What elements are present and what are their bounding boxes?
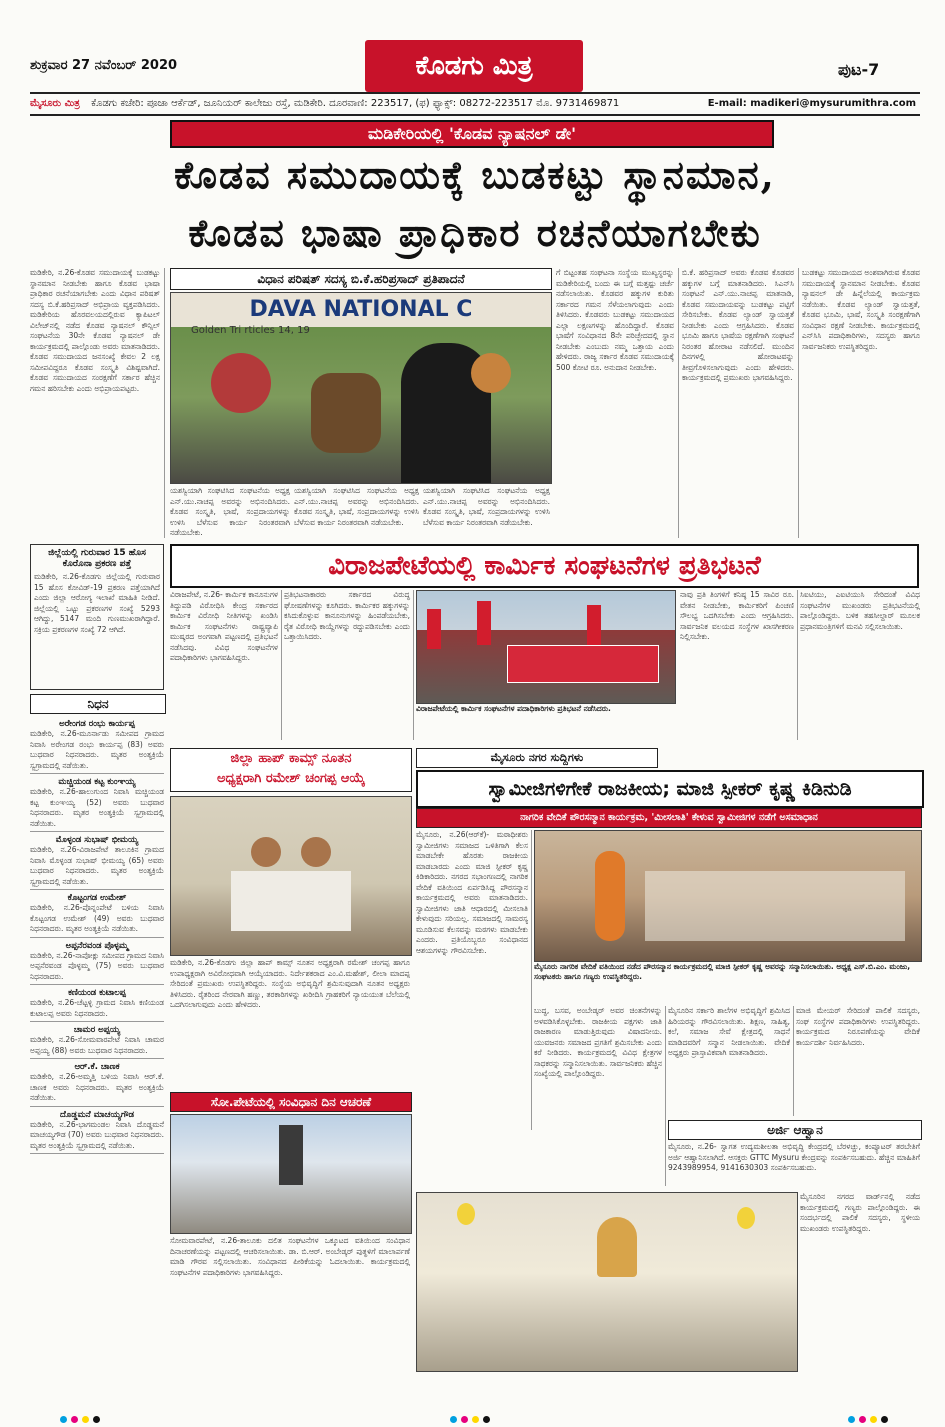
obituary-name: ಅಪ್ಪನೆರವಂಡ ಪೊಳ್ಳಮ್ಮ: [65, 940, 129, 951]
lead-column-2a: ಯಶಸ್ವಿಯಾಗಿ ಸಂಘಟಿಸಿದ ಸಂಘಟನೆಯ ಅಧ್ಯಕ್ಷ ಎನ್.ಯು.ನಾಚಪ್ಪ ಅವರನ್ನು ಅಭಿನಂದಿಸಿದರು. ಕೊಡವ ಸಂಸ್ಕೃತಿ, ಭಾಷೆ, ಸಂಪ್ರದಾಯಗಳನ್ನು ಉಳಿಸಿ ಬೆಳೆಸುವ ಕಾರ್ಯ ನಿರಂತರವಾಗಿ ನಡೆಯಬೇಕು.: [170, 486, 290, 537]
cyan-dot: [848, 1416, 855, 1423]
appeal-text: ಮೈಸೂರು, ನ.26- ಸ್ವಾಗತ ಉದ್ಯಮಶೀಲತಾ ಅಭಿವೃದ್ಧಿ ಕೇಂದ್ರದಲ್ಲಿ ಬೆರಳಚ್ಚು, ಕಂಪ್ಯೂಟರ್ ತರಬೇತಿಗೆ ಅರ್ಜಿ ಆಹ್ವಾನಿಸಲಾಗಿದೆ. ಆಸಕ್ತರು GTTC Mysuru ಕೇಂದ್ರವನ್ನು ಸಂಪರ್ಕಿಸಬಹುದು. ಹೆಚ್ಚಿನ ಮಾಹಿತಿಗೆ 9243989954, 9141630303 ಸಂಪರ್ಕಿಸಬಹುದು.: [668, 1142, 920, 1172]
mysuru-bottom-caption: ಮೈಸೂರಿನ ನಗರದ ವಾರ್ಡ್‌ನಲ್ಲಿ ನಡೆದ ಕಾರ್ಯಕ್ರಮದಲ್ಲಿ ಗಣ್ಯರು ಪಾಲ್ಗೊಂಡಿದ್ದರು. ಈ ಸಂದರ್ಭದಲ್ಲಿ ಪಾಲಿಕೆ ಸದಸ್ಯರು, ಸ್ಥಳೀಯ ಮುಖಂಡರು ಉಪಸ್ಥಿತರಿದ್ದರು.: [800, 1192, 920, 1233]
swamiji-figure: [595, 851, 625, 941]
registration-dots-left: [58, 1408, 102, 1427]
covid-brief-title: ಜಿಲ್ಲೆಯಲ್ಲಿ ಗುರುವಾರ 15 ಹೊಸ ಕೊರೊನಾ ಪ್ರಕರಣ ಪತ್ತೆ: [48, 548, 146, 569]
obituary-item: [30, 835, 164, 890]
honoree-group: [645, 871, 905, 941]
lead-column-1: ಮಡಿಕೇರಿ, ನ.26-ಕೊಡವ ಸಮುದಾಯಕ್ಕೆ ಬುಡಕಟ್ಟು ಸ್ಥಾನಮಾನ ನೀಡಬೇಕು ಹಾಗೂ ಕೊಡವ ಭಾಷಾ ಪ್ರಾಧಿಕಾರ ರಚನೆಯಾಗಬೇಕು ಎಂದು ವಿಧಾನ ಪರಿಷತ್ ಸದಸ್ಯ ಬಿ.ಕೆ.ಹರಿಪ್ರಸಾದ್ ಅಭಿಪ್ರಾಯ ವ್ಯಕ್ತಪಡಿಸಿದರು. ಮಡಿಕೇರಿಯ ಹೊರವಲಯದಲ್ಲಿರುವ ಕ್ಯಾಪಿಟಲ್ ವಿಲೇಜ್‌ನಲ್ಲಿ ನಡೆದ ಕೊಡವ ನ್ಯಾಷನಲ್ ಕೌನ್ಸಿಲ್ ಸಂಘಟನೆಯ 30ನೇ ಕೊಡವ ನ್ಯಾಷನಲ್ ಡೇ ಕಾರ್ಯಕ್ರಮದಲ್ಲಿ ಪಾಲ್ಗೊಂಡು ಅವರು ಮಾತನಾಡಿದರು. ಕೊಡವ ಸಮುದಾಯದ ಜನಸಂಖ್ಯೆ ಕೇವಲ 2 ಲಕ್ಷ ಸಮೀಪವಿದ್ದರೂ ಕೊಡವ ಸಂಸ್ಕೃತಿ ವಿಶಿಷ್ಟವಾಗಿದೆ. ಕೊಡವ ಸಮುದಾಯದ ಸಂರಕ್ಷಣೆಗೆ ಸರ್ಕಾರ ಹೆಚ್ಚಿನ ಗಮನ ಹರಿಸಬೇಕು ಎಂದು ಅಭಿಪ್ರಾಯಪಟ್ಟರು.: [30, 268, 165, 538]
person: [251, 837, 281, 867]
obituary-item: [30, 893, 164, 938]
lead-subhead: ವಿಧಾನ ಪರಿಷತ್ ಸದಸ್ಯ ಬಿ.ಕೆ.ಹರಿಪ್ರಸಾದ್ ಪ್ರತಿಪಾದನೆ: [170, 268, 552, 290]
lead-column-3: ಗೆ ಬಿಟ್ಟಂತಹ ಸಂಘಟನಾ ಸಂಸ್ಥೆಯ ಮುಖ್ಯಸ್ಥರನ್ನು ಮಡಿಕೇರಿಯಲ್ಲಿ ಬಂದು ಈ ಬಗ್ಗೆ ಮತ್ತಷ್ಟು ಚರ್ಚೆ ನಡೆಸಲಾಯಿತು. ಕೊಡವರ ಹಕ್ಕುಗಳ ಕುರಿತು ಸರ್ಕಾರದ ಗಮನ ಸೆಳೆಯಲಾಗುವುದು ಎಂದು ತಿಳಿಸಿದರು. ಕೊಡವರು ಬುಡಕಟ್ಟು ಸಮುದಾಯದ ಎಲ್ಲಾ ಲಕ್ಷಣಗಳನ್ನು ಹೊಂದಿದ್ದಾರೆ. ಕೊಡವ ಭಾಷೆಗೆ ಸಂವಿಧಾನದ 8ನೇ ಪರಿಚ್ಛೇದದಲ್ಲಿ ಸ್ಥಾನ ನೀಡಬೇಕು ಎಂಬುದು ನಮ್ಮ ಒತ್ತಾಯ ಎಂದು ಹೇಳಿದರು. ರಾಜ್ಯ ಸರ್ಕಾರ ಕೊಡವ ಸಮುದಾಯಕ್ಕೆ 500 ಕೋಟಿ ರೂ. ಅನುದಾನ ನೀಡಬೇಕು.: [556, 268, 679, 538]
obituary-item: [30, 941, 164, 986]
yellow-dot: [82, 1416, 89, 1423]
issue-date: ಶುಕ್ರವಾರ 27 ನವೆಂಬರ್ 2020: [30, 58, 178, 73]
ambedkar-statue: [279, 1125, 303, 1185]
lead-column-2c: ಯಶಸ್ವಿಯಾಗಿ ಸಂಘಟಿಸಿದ ಸಂಘಟನೆಯ ಅಧ್ಯಕ್ಷ ಎನ್.ಯು.ನಾಚಪ್ಪ ಅವರನ್ನು ಅಭಿನಂದಿಸಿದರು. ಕೊಡವ ಸಂಸ್ಕೃತಿ, ಭಾಷೆ, ಸಂಪ್ರದಾಯಗಳನ್ನು ಉಳಿಸಿ ಬೆಳೆಸುವ ಕಾರ್ಯ ನಿರಂತರವಾಗಿ ನಡೆಯಬೇಕು.: [423, 486, 550, 527]
lead-column-2b: ಯಶಸ್ವಿಯಾಗಿ ಸಂಘಟಿಸಿದ ಸಂಘಟನೆಯ ಅಧ್ಯಕ್ಷ ಎನ್.ಯು.ನಾಚಪ್ಪ ಅವರನ್ನು ಅಭಿನಂದಿಸಿದರು. ಕೊಡವ ಸಂಸ್ಕೃತಿ, ಭಾಷೆ, ಸಂಪ್ರದಾಯಗಳನ್ನು ಉಳಿಸಿ ಬೆಳೆಸುವ ಕಾರ್ಯ ನಿರಂತರವಾಗಿ ನಡೆಯಬೇಕು.: [294, 486, 419, 527]
strike-column-4: ಸಿಐಟಿಯು, ಎಐಟಿಯುಸಿ ಸೇರಿದಂತೆ ವಿವಿಧ ಸಂಘಟನೆಗಳ ಮುಖಂಡರು ಪ್ರತಿಭಟನೆಯಲ್ಲಿ ಪಾಲ್ಗೊಂಡಿದ್ದರು. ಬಳಿಕ ತಹಸೀಲ್ದಾರ್ ಮೂಲಕ ಪ್ರಧಾನಮಂತ್ರಿಗಳಿಗೆ ಮನವಿ ಸಲ್ಲಿಸಲಾಯಿತು.: [800, 590, 920, 631]
constitution-headline: ಸೋ.ಪೇಟೆಯಲ್ಲಿ ಸಂವಿಧಾನ ದಿನ ಆಚರಣೆ: [170, 1092, 412, 1112]
obituary-item: [30, 777, 164, 832]
infobar-brand: ಮೈಸೂರು ಮಿತ್ರ: [30, 98, 80, 109]
obituary-name: ಚಾಮರ ಅಪ್ಪಯ್ಯ: [73, 1025, 121, 1035]
magenta-dot: [71, 1416, 78, 1423]
strike-photo-caption: ವಿರಾಜಪೇಟೆಯಲ್ಲಿ ಕಾರ್ಮಿಕ ಸಂಘಟನೆಗಳ ಪದಾಧಿಕಾರಿಗಳು ಪ್ರತಿಭಟನೆ ನಡೆಸಿದರು.: [416, 704, 611, 713]
registration-dots-center: [448, 1408, 492, 1427]
obituary-text: ಮಡಿಕೇರಿ, ನ.26-ಭಾಗಮಂಡಲ ನಿವಾಸಿ ದೊಡ್ಡಮನೆ ಮಾಚಯ್ಯಗೌಡ (70) ಅವರು ಬುಧವಾರ ನಿಧನರಾದರು. ಮೃತರ ಅಂತ್ಯಕ್ರಿಯೆ ಸ್ವಗ್ರಾಮದಲ್ಲಿ ನಡೆಯಿತು.: [30, 1119, 164, 1150]
obituary-text: ಮಡಿಕೇರಿ, ನ.26-ವಿರಾಜಪೇಟೆ ತಾಲೂಕಿನ ಗ್ರಾಮದ ನಿವಾಸಿ ಮೊಳ್ಳಂಡ ಸುಭಾಷ್ ಭೀಮಯ್ಯ (65) ಅವರು ಬುಧವಾರ ನಿಧನರಾದರು. ಮೃತರ ಅಂತ್ಯಕ್ರಿಯೆ ಸ್ವಗ್ರಾಮದಲ್ಲಿ ನಡೆಯಿತು.: [30, 845, 164, 886]
person: [301, 837, 331, 867]
masthead-logo: ಕೊಡಗು ಮಿತ್ರ: [365, 40, 583, 92]
obituary-text: ಮಡಿಕೇರಿ, ನ.26-ನಾಪೋಕ್ಲು ಸಮೀಪದ ಗ್ರಾಮದ ನಿವಾಸಿ ಅಪ್ಪನೆರವಂಡ ಪೊಳ್ಳಮ್ಮ (75) ಅವರು ಬುಧವಾರ ನಿಧನರಾದರು.: [30, 950, 164, 981]
mysuru-subhead: ನಾಗರಿಕ ವೇದಿಕೆ ಪೌರಸನ್ಮಾನ ಕಾರ್ಯಕ್ರಮ, 'ಮೀಸಲಾತಿ' ಕೇಳುವ ಸ್ವಾಮೀಜಿಗಳ ನಡೆಗೆ ಅಸಮಾಧಾನ: [416, 808, 922, 828]
mysuru-column-3: ಮೈಸೂರಿನ ಸರ್ಕಾರಿ ಶಾಲೆಗಳ ಅಭಿವೃದ್ಧಿಗೆ ಶ್ರಮಿಸಿದ ಹಿರಿಯರನ್ನು ಗೌರವಿಸಲಾಯಿತು. ಶಿಕ್ಷಣ, ಸಾಹಿತ್ಯ, ಕಲೆ, ಸಮಾಜ ಸೇವೆ ಕ್ಷೇತ್ರದಲ್ಲಿ ಸಾಧನೆ ಮಾಡಿದವರಿಗೆ ಸನ್ಮಾನ ನೀಡಲಾಯಿತು. ವೇದಿಕೆ ಅಧ್ಯಕ್ಷರು ಪ್ರಾಸ್ತಾವಿಕವಾಗಿ ಮಾತನಾಡಿದರು.: [668, 1006, 794, 1116]
yellow-dot: [472, 1416, 479, 1423]
red-flag: [587, 605, 601, 647]
magenta-dot: [859, 1416, 866, 1423]
mysuru-photo: [534, 830, 922, 962]
page-number: ಪುಟ-7: [838, 60, 880, 79]
photo-banner-text: DAVA NATIONAL C: [249, 297, 473, 322]
obituary-name: ಮೊಳ್ಳಂಡ ಸುಭಾಷ್ ಭೀಮಯ್ಯ: [55, 835, 139, 845]
hopcoms-headline-line1: ಜಿಲ್ಲಾ ಹಾಪ್ ಕಾಮ್ಸ್ ನೂತನ: [230, 751, 352, 766]
red-flag: [427, 609, 441, 649]
strike-column-2: ಪ್ರತಿಭಟನಾಕಾರರು ಸರ್ಕಾರದ ವಿರುದ್ಧ ಘೋಷಣೆಗಳನ್ನು ಕೂಗಿದರು. ಕಾರ್ಮಿಕರ ಹಕ್ಕುಗಳನ್ನು ಕಸಿದುಕೊಳ್ಳುವ ಕಾನೂನುಗಳನ್ನು ಹಿಂಪಡೆಯಬೇಕು, ರೈತ ವಿರೋಧಿ ಕಾಯ್ದೆಗಳನ್ನು ರದ್ದುಪಡಿಸಬೇಕು ಎಂದು ಒತ್ತಾಯಿಸಿದರು.: [284, 590, 414, 740]
mysuru-column-1: ಮೈಸೂರು, ನ.26(ಆರ್‌ಕೆ)- ಮಠಾಧೀಶರು ಸ್ವಾಮೀಜಿಗಳು ಸಮಾಜದ ಒಳಿತಿಗಾಗಿ ಕೆಲಸ ಮಾಡಬೇಕೇ ಹೊರತು ರಾಜಕೀಯ ಮಾಡಬಾರದು ಎಂದು ಮಾಜಿ ಸ್ಪೀಕರ್ ಕೃಷ್ಣ ಕಿಡಿಕಾರಿದರು. ನಗರದ ಸಭಾಂಗಣದಲ್ಲಿ ನಾಗರಿಕ ವೇದಿಕೆ ವತಿಯಿಂದ ಏರ್ಪಡಿಸಿದ್ದ ಪೌರಸನ್ಮಾನ ಕಾರ್ಯಕ್ರಮದಲ್ಲಿ ಅವರು ಮಾತನಾಡಿದರು. ಸ್ವಾಮೀಜಿಗಳು ಜಾತಿ ಆಧಾರದಲ್ಲಿ ಮೀಸಲಾತಿ ಕೇಳುವುದು ಸರಿಯಲ್ಲ. ಸಮಾಜದಲ್ಲಿ ಸಾಮರಸ್ಯ ಮೂಡಿಸುವ ಕೆಲಸವನ್ನು ಮಠಗಳು ಮಾಡಬೇಕು ಎಂದರು. ಪ್ರತಿಯೊಬ್ಬರೂ ಸಂವಿಧಾನದ ಆಶಯಗಳನ್ನು ಗೌರವಿಸಬೇಕು.: [416, 830, 532, 1130]
strike-headline: ವಿರಾಜಪೇಟೆಯಲ್ಲಿ ಕಾರ್ಮಿಕ ಸಂಘಟನೆಗಳ ಪ್ರತಿಭಟನೆ: [170, 544, 919, 588]
photo-banner-text-2: Golden Tri rticles 14, 19: [191, 325, 310, 336]
covid-brief: [30, 544, 164, 690]
mysuru-headline: ಸ್ವಾಮೀಜಿಗಳಿಗೇಕೆ ರಾಜಕೀಯ; ಮಾಜಿ ಸ್ಪೀಕರ್ ಕೃಷ್ಣ ಕಿಡಿನುಡಿ: [416, 770, 924, 808]
protest-banner: [507, 645, 659, 683]
obituary-name: ಕಣಿಯಂಡ ಕುಟಾಲಪ್ಪ: [68, 988, 126, 998]
black-dot: [93, 1416, 100, 1423]
lead-kicker: ಮಡಿಕೇರಿಯಲ್ಲಿ 'ಕೊಡವ ನ್ಯಾಷನಲ್ ಡೇ': [170, 120, 774, 148]
hopcoms-photo: [170, 796, 412, 956]
obituary-name: ದೊಡ್ಡಮನೆ ಮಾಚಯ್ಯಗೌಡ: [59, 1109, 135, 1120]
obituary-item: [30, 1025, 164, 1059]
lead-column-4: ಬಿ.ಕೆ. ಹರಿಪ್ರಸಾದ್ ಅವರು ಕೊಡವ ಕೊಡವರ ಹಕ್ಕುಗಳ ಬಗ್ಗೆ ಮಾತನಾಡಿದರು. ಸಿಎನ್‌ಸಿ ಸಂಘಟನೆ ಎನ್.ಯು.ನಾಚಪ್ಪ ಮಾತನಾಡಿ, ಕೊಡವ ಸಮುದಾಯವನ್ನು ಬುಡಕಟ್ಟು ಪಟ್ಟಿಗೆ ಸೇರಿಸಬೇಕು. ಕೊಡವ ಲ್ಯಾಂಡ್ ಸ್ವಾಯತ್ತತೆ ನೀಡಬೇಕು ಎಂದು ಆಗ್ರಹಿಸಿದರು. ಕೊಡವ ಭೂಮಿ ಹಾಗೂ ಭಾಷೆಯ ರಕ್ಷಣೆಗಾಗಿ ಸಂಘಟನೆ ನಿರಂತರ ಹೋರಾಟ ನಡೆಸಲಿದೆ. ಮುಂದಿನ ದಿನಗಳಲ್ಲಿ ಹೋರಾಟವನ್ನು ತೀವ್ರಗೊಳಿಸಲಾಗುವುದು ಎಂದು ಹೇಳಿದರು. ಕಾರ್ಯಕ್ರಮದಲ್ಲಿ ಪ್ರಮುಖರು ಭಾಗವಹಿಸಿದ್ದರು.: [682, 268, 799, 538]
trophy-memento: [311, 373, 381, 453]
lead-column-5: ಬುಡಕಟ್ಟು ಸಮುದಾಯದ ಅಂಶವಾಗಿರುವ ಕೊಡವ ಸಮುದಾಯಕ್ಕೆ ಸ್ಥಾನಮಾನ ನೀಡಬೇಕು. ಕೊಡವ ನ್ಯಾಷನಲ್ ಡೇ ಹಿನ್ನೆಲೆಯಲ್ಲಿ ಕಾರ್ಯಕ್ರಮ ನಡೆಯಿತು. ಕೊಡವ ಲ್ಯಾಂಡ್ ಸ್ವಾಯತ್ತತೆ, ಕೊಡವ ಭೂಮಿ, ಭಾಷೆ, ಸಂಸ್ಕೃತಿ ಸಂರಕ್ಷಣೆಗಾಗಿ ಸಂವಿಧಾನ ರಕ್ಷಣೆ ನೀಡಬೇಕು. ಕಾರ್ಯಕ್ರಮದಲ್ಲಿ ಎನ್‌ಸಿಸಿ ಪದಾಧಿಕಾರಿಗಳು, ಸದಸ್ಯರು ಹಾಗೂ ಸಾರ್ವಜನಿಕರು ಉಪಸ್ಥಿತರಿದ್ದರು.: [802, 268, 920, 351]
mysuru-photo-caption: ಮೈಸೂರು ನಾಗರಿಕ ವೇದಿಕೆ ವತಿಯಿಂದ ನಡೆದ ಪೌರಸನ್ಮಾನ ಕಾರ್ಯಕ್ರಮದಲ್ಲಿ ಮಾಜಿ ಸ್ಪೀಕರ್ ಕೃಷ್ಣ ಅವರನ್ನು ಸನ್ಮಾನಿಸಲಾಯಿತು. ಅಧ್ಯಕ್ಷ ಎಸ್.ಬಿ.ಎಂ. ಮಂಜು, ಸಂಘಟಕರು ಹಾಗೂ ಗಣ್ಯರು ಉಪಸ್ಥಿತರಿದ್ದರು.: [534, 962, 911, 981]
cyan-dot: [450, 1416, 457, 1423]
obituary-text: ಮಡಿಕೇರಿ, ನ.26-ಪೊನ್ನಂಪೇಟೆ ಬಳಿಯ ನಿವಾಸಿ ಕೊಟ್ಟಂಗಡ ಉಮೇಶ್ (49) ಅವರು ಬುಧವಾರ ನಿಧನರಾದರು. ಮೃತರ ಅಂತ್ಯಕ್ರಿಯೆ ನಡೆಯಿತು.: [30, 903, 164, 933]
obituary-name: ಅರೇಂಗಡ ರಂಭು ಕಾರ್ಯಪ್ಪ: [59, 719, 135, 729]
strike-column-1: ವಿರಾಜಪೇಟೆ, ನ.26- ಕಾರ್ಮಿಕ ಕಾನೂನುಗಳ ತಿದ್ದುಪಡಿ ವಿರೋಧಿಸಿ ಕೇಂದ್ರ ಸರ್ಕಾರದ ಕಾರ್ಮಿಕ ವಿರೋಧಿ ನೀತಿಗಳನ್ನು ಖಂಡಿಸಿ ಕಾರ್ಮಿಕ ಸಂಘಟನೆಗಳು ರಾಷ್ಟ್ರವ್ಯಾಪಿ ಮುಷ್ಕರದ ಅಂಗವಾಗಿ ಪಟ್ಟಣದಲ್ಲಿ ಪ್ರತಿಭಟನೆ ನಡೆಸಿದವು. ವಿವಿಧ ಸಂಘಟನೆಗಳ ಪದಾಧಿಕಾರಿಗಳು ಭಾಗವಹಿಸಿದ್ದರು.: [170, 590, 282, 740]
constitution-photo: [170, 1114, 412, 1234]
face-mask: [471, 353, 511, 393]
person-red-turban: [211, 353, 271, 413]
obituary-list: [30, 716, 164, 1406]
black-dot: [483, 1416, 490, 1423]
seated-group: [231, 871, 351, 931]
hopcoms-text: ಮಡಿಕೇರಿ, ನ.26-ಕೊಡಗು ಜಿಲ್ಲಾ ಹಾಪ್ ಕಾಮ್ಸ್ ನೂತನ ಅಧ್ಯಕ್ಷರಾಗಿ ರಮೇಶ್ ಚಂಗಪ್ಪ ಹಾಗೂ ಉಪಾಧ್ಯಕ್ಷರಾಗಿ ಅವಿರೋಧವಾಗಿ ಆಯ್ಕೆಯಾದರು. ನಿರ್ದೇಶಕರಾದ ಎಂ.ವಿ.ಮಹೇಶ್, ಲೀಲಾ ಮಾದಪ್ಪ ಸೇರಿದಂತೆ ಪ್ರಮುಖರು ಉಪಸ್ಥಿತರಿದ್ದರು. ಸಂಸ್ಥೆಯ ಅಭಿವೃದ್ಧಿಗೆ ಶ್ರಮಿಸುವುದಾಗಿ ನೂತನ ಅಧ್ಯಕ್ಷರು ತಿಳಿಸಿದರು. ರೈತರಿಂದ ನೇರವಾಗಿ ಹಣ್ಣು, ತರಕಾರಿಗಳನ್ನು ಖರೀದಿಸಿ ಗ್ರಾಹಕರಿಗೆ ನ್ಯಾಯಯುತ ಬೆಲೆಯಲ್ಲಿ ಒದಗಿಸಲಾಗುವುದು ಎಂದು ಹೇಳಿದರು.: [170, 958, 410, 1009]
deity-image: [597, 1217, 637, 1277]
obituary-name: ಕೊಟ್ಟಂಗಡ ಉಮೇಶ್: [67, 893, 127, 903]
cyan-dot: [60, 1416, 67, 1423]
mysuru-column-4: ಮಾಜಿ ಮೇಯರ್ ಸೇರಿದಂತೆ ಪಾಲಿಕೆ ಸದಸ್ಯರು, ಸಂಘ ಸಂಸ್ಥೆಗಳ ಪದಾಧಿಕಾರಿಗಳು ಉಪಸ್ಥಿತರಿದ್ದರು. ಕಾರ್ಯಕ್ರಮದ ನಿರೂಪಣೆಯನ್ನು ವೇದಿಕೆ ಕಾರ್ಯದರ್ಶಿ ನಿರ್ವಹಿಸಿದರು.: [796, 1006, 920, 1047]
balloon: [737, 1207, 755, 1229]
obituary-text: ಮಡಿಕೇರಿ, ನ.26-ಚೆಟ್ಟಳ್ಳಿ ಗ್ರಾಮದ ನಿವಾಸಿ ಕಣಿಯಂಡ ಕುಟಾಲಪ್ಪ ಅವರು ನಿಧನರಾದರು.: [30, 998, 164, 1018]
obituary-header: ನಿಧನ: [30, 694, 166, 714]
strike-column-3: ನಾವು ಪ್ರತಿ ತಿಂಗಳಿಗೆ ಕನಿಷ್ಠ 15 ಸಾವಿರ ರೂ. ವೇತನ ನೀಡಬೇಕು, ಕಾರ್ಮಿಕರಿಗೆ ಪಿಂಚಣಿ ಸೌಲಭ್ಯ ಒದಗಿಸಬೇಕು ಎಂದು ಆಗ್ರಹಿಸಿದರು. ಸಾರ್ವಜನಿಕ ವಲಯದ ಸಂಸ್ಥೆಗಳ ಖಾಸಗೀಕರಣ ನಿಲ್ಲಿಸಬೇಕು.: [680, 590, 798, 740]
obituary-text: ಮಡಿಕೇರಿ, ನ.26-ಮೂರ್ನಾಡು ಸಮೀಪದ ಗ್ರಾಮದ ನಿವಾಸಿ ಅರೇಂಗಡ ರಂಭು ಕಾರ್ಯಪ್ಪ (83) ಅವರು ಬುಧವಾರ ನಿಧನರಾದರು. ಮೃತರ ಅಂತ್ಯಕ್ರಿಯೆ ಸ್ವಗ್ರಾಮದಲ್ಲಿ ನಡೆಯಿತು.: [30, 729, 164, 770]
strike-photo: [416, 590, 676, 704]
obituary-name: ಆರ್.ಕೆ. ಚಾಣಕ: [74, 1062, 120, 1072]
mysuru-bottom-photo: [416, 1192, 798, 1372]
balloon: [457, 1203, 475, 1225]
infobar-email: E-mail: madikeri@mysurumithra.com: [707, 98, 916, 109]
hopcoms-headline: [170, 748, 412, 792]
infobar-address: ಕೊಡಗು ಕಚೇರಿ: ಪೂಜಾ ಆರ್ಕೆಡ್, ಜೂನಿಯರ್ ಕಾಲೇಜು ರಸ್ತೆ, ಮಡಿಕೇರಿ. ದೂರವಾಣಿ: 223517, (ಫ) ಫ್ಯಾಕ್ಸ್: 08272-223517 ಮೊ. 9731469871: [91, 98, 620, 109]
hopcoms-headline-line2: ಅಧ್ಯಕ್ಷರಾಗಿ ರಮೇಶ್ ಚಂಗಪ್ಪ ಆಯ್ಕೆ: [216, 771, 366, 786]
constitution-text: ಸೋಮವಾರಪೇಟೆ, ನ.26-ತಾಲೂಕು ದಲಿತ ಸಂಘಟನೆಗಳ ಒಕ್ಕೂಟದ ವತಿಯಿಂದ ಸಂವಿಧಾನ ದಿನಾಚರಣೆಯನ್ನು ಪಟ್ಟಣದಲ್ಲಿ ಆಚರಿಸಲಾಯಿತು. ಡಾ. ಬಿ.ಆರ್. ಅಂಬೇಡ್ಕರ್ ಪುತ್ಥಳಿಗೆ ಮಾಲಾರ್ಪಣೆ ಮಾಡಿ ಗೌರವ ಸಲ್ಲಿಸಲಾಯಿತು. ಸಂವಿಧಾನದ ಪೀಠಿಕೆಯನ್ನು ಓದಲಾಯಿತು. ಕಾರ್ಯಕ್ರಮದಲ್ಲಿ ಸಂಘಟನೆಗಳ ಪದಾಧಿಕಾರಿಗಳು ಭಾಗವಹಿಸಿದ್ದರು.: [170, 1236, 410, 1277]
black-dot: [881, 1416, 888, 1423]
obituary-item: [30, 1110, 164, 1155]
mysuru-section-label: ಮೈಸೂರು ನಗರ ಸುದ್ದಿಗಳು: [416, 748, 658, 768]
obituary-text: ಮಡಿಕೇರಿ, ನ.26-ಸೋಮವಾರಪೇಟೆ ನಿವಾಸಿ ಚಾಮರ ಅಪ್ಪಯ್ಯ (88) ಅವರು ಬುಧವಾರ ನಿಧನರಾದರು.: [30, 1035, 164, 1055]
obituary-name: ಮಚ್ಚಿಯಂಡ ಕಟ್ಟ ಕುಂಞಯ್ಯ: [58, 777, 136, 787]
registration-dots-right: [846, 1408, 890, 1427]
obituary-item: [30, 988, 164, 1022]
yellow-dot: [870, 1416, 877, 1423]
appeal-title: ಅರ್ಜಿ ಆಹ್ವಾನ: [668, 1120, 922, 1140]
lead-photo: [170, 292, 552, 484]
magenta-dot: [461, 1416, 468, 1423]
mysuru-column-2: ಬುದ್ಧ, ಬಸವ, ಅಂಬೇಡ್ಕರ್ ಅವರ ಚಿಂತನೆಗಳನ್ನು ಅಳವಡಿಸಿಕೊಳ್ಳಬೇಕು. ರಾಜಕೀಯ ಪಕ್ಷಗಳು ಜಾತಿ ರಾಜಕಾರಣ ಮಾಡುತ್ತಿರುವುದು ವಿಷಾದನೀಯ. ಯುವಜನರು ಸಮಾಜದ ಪ್ರಗತಿಗೆ ಶ್ರಮಿಸಬೇಕು ಎಂದು ಕರೆ ನೀಡಿದರು. ಕಾರ್ಯಕ್ರಮದಲ್ಲಿ ವಿವಿಧ ಕ್ಷೇತ್ರಗಳ ಸಾಧಕರನ್ನು ಸನ್ಮಾನಿಸಲಾಯಿತು. ಸಾರ್ವಜನಿಕರು ಹೆಚ್ಚಿನ ಸಂಖ್ಯೆಯಲ್ಲಿ ಪಾಲ್ಗೊಂಡಿದ್ದರು.: [534, 1006, 666, 1186]
obituary-text: ಮಡಿಕೇರಿ, ನ.26-ಅಮ್ಮತ್ತಿ ಬಳಿಯ ನಿವಾಸಿ ಆರ್.ಕೆ. ಚಾಣಕ ಅವರು ನಿಧನರಾದರು. ಮೃತರ ಅಂತ್ಯಕ್ರಿಯೆ ನಡೆಯಿತು.: [30, 1072, 164, 1102]
office-info-bar: [30, 92, 920, 116]
obituary-item: [30, 719, 164, 774]
obituary-item: [30, 1062, 164, 1107]
lead-headline-line2: ಕೊಡವ ಭಾಷಾ ಪ್ರಾಧಿಕಾರ ರಚನೆಯಾಗಬೇಕು: [188, 210, 762, 255]
covid-brief-text: ಮಡಿಕೇರಿ, ನ.26-ಕೊಡಗು ಜಿಲ್ಲೆಯಲ್ಲಿ ಗುರುವಾರ 15 ಹೊಸ ಕೋವಿಡ್-19 ಪ್ರಕರಣ ಪತ್ತೆಯಾಗಿದೆ ಎಂದು ಜಿಲ್ಲಾ ಆರೋಗ್ಯ ಇಲಾಖೆ ಮಾಹಿತಿ ನೀಡಿದೆ. ಜಿಲ್ಲೆಯಲ್ಲಿ ಒಟ್ಟು ಪ್ರಕರಣಗಳ ಸಂಖ್ಯೆ 5293 ಆಗಿದ್ದು, 5147 ಮಂದಿ ಗುಣಮುಖರಾಗಿದ್ದಾರೆ. ಸಕ್ರಿಯ ಪ್ರಕರಣಗಳ ಸಂಖ್ಯೆ 72 ಆಗಿದೆ.: [34, 572, 160, 634]
red-flag: [477, 601, 491, 645]
lead-headline-line1: ಕೊಡವ ಸಮುದಾಯಕ್ಕೆ ಬುಡಕಟ್ಟು ಸ್ಥಾನಮಾನ,: [174, 152, 776, 197]
obituary-text: ಮಡಿಕೇರಿ, ನ.26-ಹಾಲುಗುಂದ ನಿವಾಸಿ ಮಚ್ಚಿಯಂಡ ಕಟ್ಟ ಕುಂಞಯ್ಯ (52) ಅವರು ಬುಧವಾರ ನಿಧನರಾದರು. ಮೃತರ ಅಂತ್ಯಕ್ರಿಯೆ ಸ್ವಗ್ರಾಮದಲ್ಲಿ ನಡೆಯಿತು.: [30, 787, 164, 828]
